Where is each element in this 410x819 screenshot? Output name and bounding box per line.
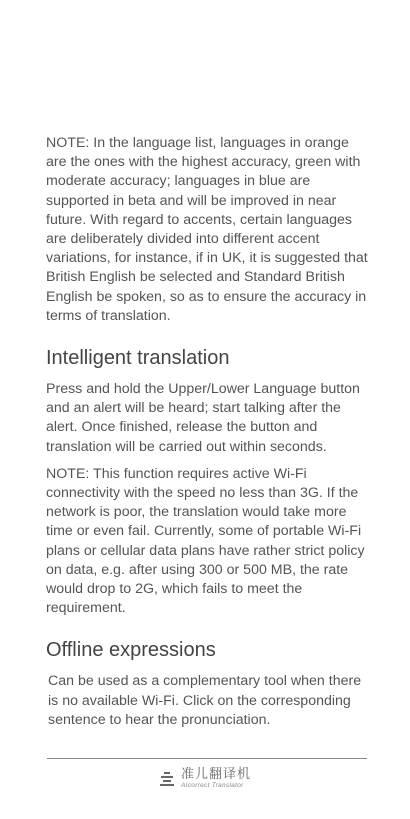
brand-text (181, 768, 251, 790)
offline-expressions-body: Can be used as a complementary tool when there is no available Wi-Fi. Click on the corresponding sentence to hear the pronunciation. (48, 673, 362, 728)
brand-logo-icon (159, 771, 175, 787)
brand-name-en: AIcorrect Translator (180, 782, 244, 789)
brand-name-cn: 准儿翻译机 (180, 767, 251, 782)
brand-footer (0, 768, 410, 790)
intelligent-translation-heading: Intelligent translation (46, 347, 230, 370)
accuracy-note: NOTE: In the language list, languages in orange are the ones with the highest accuracy, green with moderate accuracy; languages in blue are supported in beta and will be improved in near future. With regard to accents, certain languages are deliberately divided into different accent variations, for instance, if in UK, it is suggested that British English be selected and Standard British English be spoken, so as to ensure the accuracy in terms of translation. (46, 135, 368, 324)
footer-divider (47, 758, 367, 759)
intelligent-translation-body: Press and hold the Upper/Lower Language button and an alert will be heard; start talking after the alert. Once finished, release the button and translation will be carried out within seconds. (46, 381, 360, 455)
offline-expressions-heading: Offline expressions (46, 639, 216, 662)
intelligent-translation-note: NOTE: This function requires active Wi-Fi connectivity with the speed no less than 3G. If the network is poor, the translation would take more time or even fail. Currently, some of portable Wi-Fi plans or cellular data plans have rather strict policy on data, e.g. after using 300 or 500 MB, the rate would drop to 2G, which fails to meet the requirement. (46, 465, 365, 617)
help-content (46, 134, 371, 738)
